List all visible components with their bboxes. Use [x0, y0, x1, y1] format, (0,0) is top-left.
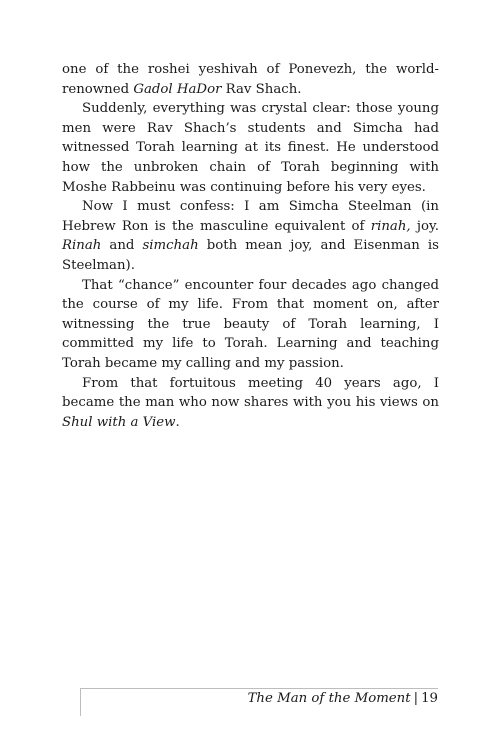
p5-text-a: From that fortuitous meeting 40 years ago, I became the man who now shares with you his views on: [62, 375, 439, 411]
page-number: 19: [421, 691, 438, 706]
p1-text-a: one of the roshei yeshivah of Ponevezh, the world-renowned: [62, 62, 439, 97]
p3-italic-rinah-2: Rinah: [62, 238, 102, 254]
p3-italic-simchah: simchah: [142, 238, 199, 254]
p1-text-c: Rav Shach.: [221, 81, 302, 97]
p5-italic-book-title: Shul with a View: [62, 414, 176, 430]
p3-text-a: Now I must confess: I am Simcha Steelman (in Hebrew Ron is the masculine equivalent of: [62, 199, 439, 234]
paragraph-5: [62, 374, 439, 433]
footer-separator: |: [413, 691, 419, 706]
running-title: The Man of the Moment: [247, 691, 411, 706]
p3-text-g: both mean joy, and Eisenman is Steelman).: [62, 238, 439, 273]
paragraph-1: [62, 60, 439, 99]
body-text: [62, 60, 439, 432]
page-footer: [248, 690, 438, 708]
footer-rule-vertical: [80, 688, 81, 716]
paragraph-2: Suddenly, everything was crystal clear: those young men were Rav Shach’s students and Simcha had witnessed Torah learning at its finest. He understood how the unbroken chain of Torah beginning with Moshe Rabbeinu was continuing before his very eyes.: [62, 101, 439, 195]
p3-text-c: joy.: [410, 218, 439, 234]
p1-italic-gadol-hador: Gadol HaDor: [133, 81, 222, 97]
p5-text-c: .: [175, 414, 180, 430]
paragraph-4: That “chance” encounter four decades ago changed the course of my life. From that moment on, after witnessing the true beauty of Torah learning, I committed my life to Torah. Learning and teaching Torah became my calling and my passion.: [62, 277, 439, 371]
paragraph-3: [62, 197, 439, 275]
p3-italic-rinah: rinah,: [370, 218, 411, 234]
p3-text-e: and: [101, 238, 143, 254]
footer-rule-horizontal: [80, 688, 438, 689]
